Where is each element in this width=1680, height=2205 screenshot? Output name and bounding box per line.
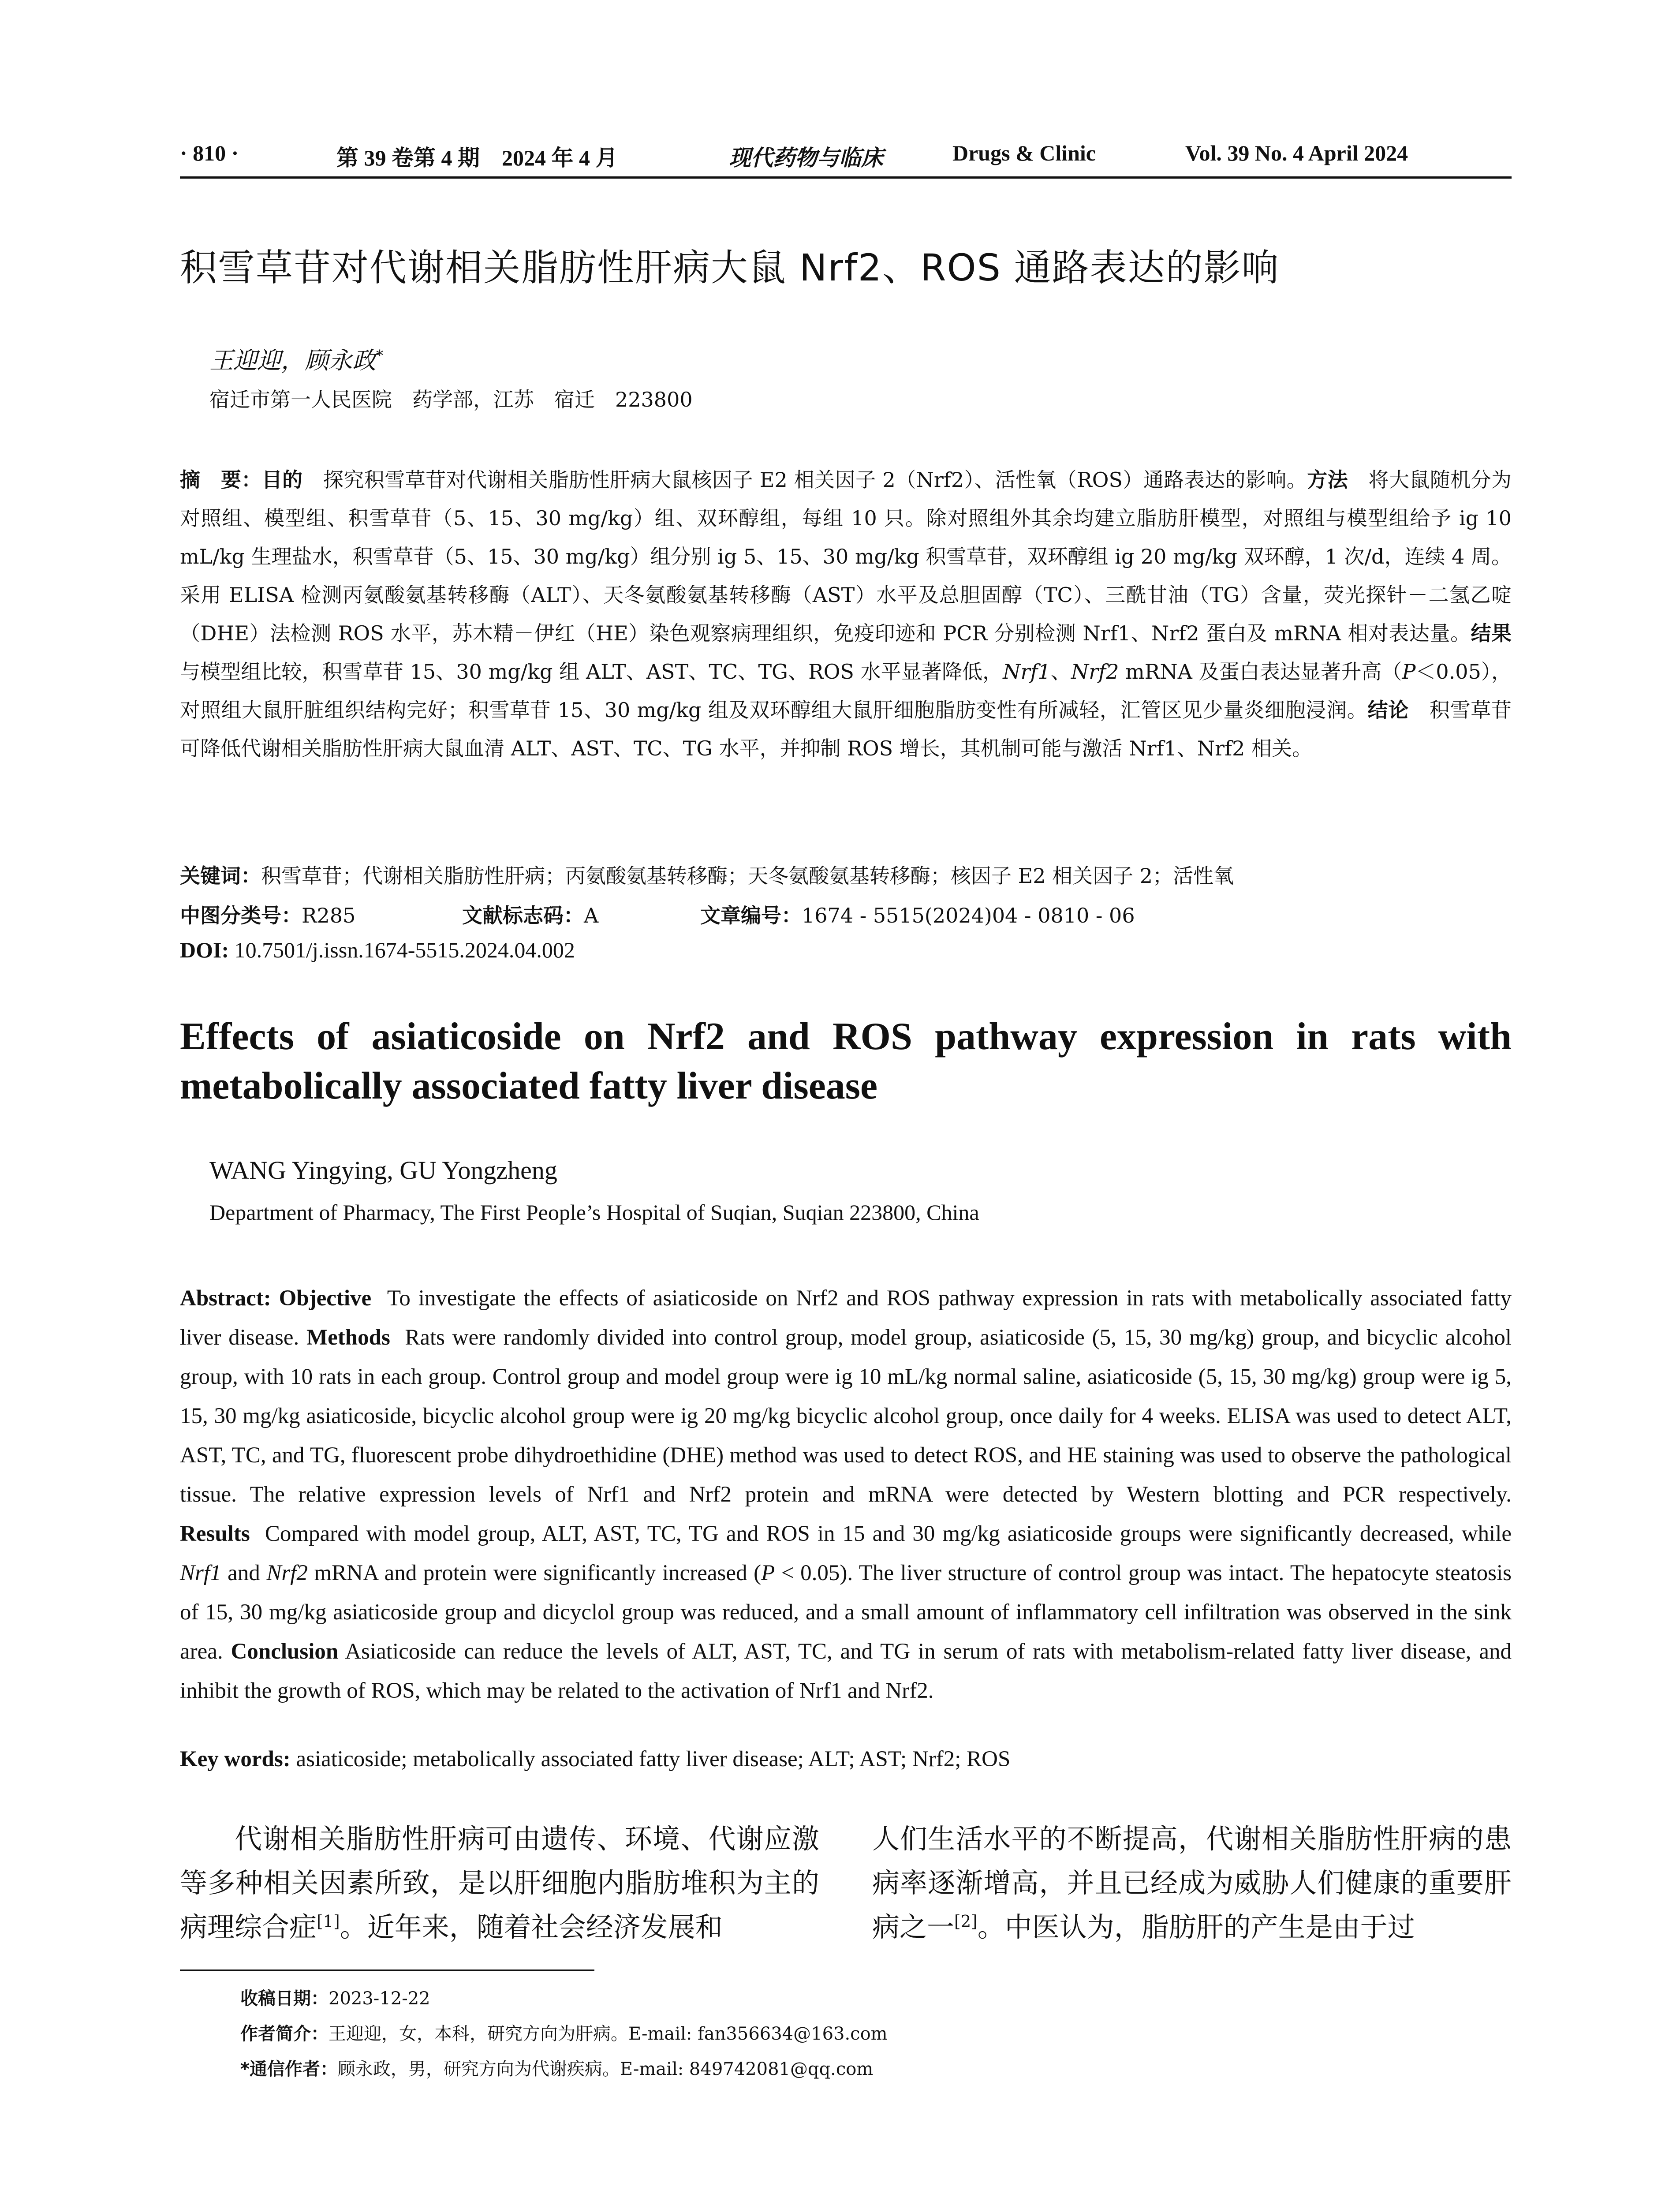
objective-label: 目的 bbox=[261, 468, 303, 492]
author-bio-label: 作者简介： bbox=[240, 2024, 329, 2044]
abstract-en-label: Abstract: bbox=[180, 1286, 271, 1311]
doc-code-value: A bbox=[584, 904, 599, 927]
footnote-corresponding bbox=[240, 2055, 873, 2080]
header-rule bbox=[180, 176, 1512, 179]
body-left-text: 代谢相关脂肪性肝病可由遗传、环境、代谢应激等多种相关因素所致，是以肝细胞内脂肪堆积为主的病理综合症 bbox=[180, 1823, 819, 1943]
footnote-author bbox=[240, 2020, 888, 2045]
conclusion-text: 积雪草苷可降低代谢相关脂肪性肝病大鼠血清 ALT、AST、TC、TG 水平，并抑制 ROS 增长，其机制可能与激活 Nrf1、Nrf2 相关。 bbox=[180, 698, 1512, 760]
keywords-en-text: asiaticoside; metabolically associated fatty liver disease; ALT; AST; Nrf2; ROS bbox=[296, 1747, 1011, 1771]
authors-cn-text: 王迎迎，顾永政 bbox=[209, 347, 376, 374]
citation-1: [1] bbox=[317, 1911, 340, 1931]
doc-code-label: 文献标志码： bbox=[462, 904, 584, 927]
page-number: · 810 · bbox=[180, 141, 239, 165]
keywords-cn bbox=[180, 860, 1512, 889]
methods-en-text: Rats were randomly divided into control group, model group, asiaticoside (5, 15, 30 mg/kg) group, and bicyclic alcohol group, with 10 rats in each group. Control group and model group were ig 10 mL/kg normal saline, asiaticoside (5, 15, 30 mg/kg) group were ig 5, 15, 30 mg/kg asiaticoside, bicyclic alcohol group were ig 20 mg/kg bicyclic alcohol group, once daily for 4 weeks. ELISA was used to detect ALT, AST, TC, and TG, fluorescent probe dihydroethidine (DHE) method was used to detect ROS, and HE staining was used to observe the pathological tissue. The relative expression levels of Nrf1 and Nrf2 protein and mRNA were detected by Western blotting and PCR respectively. bbox=[180, 1325, 1512, 1507]
doi-line bbox=[180, 937, 1512, 963]
results-en-text: Compared with model group, ALT, AST, TC, TG and ROS in 15 and 30 mg/kg asiaticoside groups were significantly decreased, while bbox=[265, 1521, 1512, 1546]
p-en-symbol: P bbox=[761, 1561, 775, 1585]
clc-label: 中图分类号： bbox=[180, 904, 302, 927]
clc bbox=[180, 900, 462, 929]
affiliation-cn: 宿迁市第一人民医院 药学部，江苏 宿迁 223800 bbox=[209, 388, 693, 411]
citation-2: [2] bbox=[954, 1911, 978, 1931]
corresponding-mark: * bbox=[376, 347, 384, 364]
results-label: 结果 bbox=[1471, 621, 1512, 645]
volume-en: Vol. 39 No. 4 April 2024 bbox=[1185, 141, 1408, 165]
results-text-2: mRNA 及蛋白表达显著升高（ bbox=[1119, 660, 1402, 684]
gene-en-nrf2: Nrf2 bbox=[266, 1561, 308, 1585]
classification-line bbox=[180, 900, 1512, 929]
article-no-label: 文章编号： bbox=[700, 904, 802, 927]
gene-nrf2: Nrf2 bbox=[1071, 660, 1119, 684]
doc-code bbox=[462, 900, 700, 929]
results-text-3: ＜0.05），对照组大鼠肝脏组织结构完好；积雪草苷 15、30 mg/kg 组及双环醇组大鼠肝细胞脂肪变性有所减轻，汇管区见少量炎细胞浸润。 bbox=[180, 660, 1512, 722]
footnote-rule bbox=[180, 1970, 594, 1971]
received-date: 2023-12-22 bbox=[329, 1988, 430, 2009]
gene-en-nrf1: Nrf1 bbox=[180, 1561, 221, 1585]
methods-label: 方法 bbox=[1307, 468, 1348, 492]
results-en-text-2: mRNA and protein were significantly increased ( bbox=[314, 1561, 762, 1585]
corresponding-author: 顾永政，男，研究方向为代谢疾病。E-mail: 849742081@qq.com bbox=[337, 2059, 874, 2079]
doi-value: 10.7501/j.issn.1674-5515.2024.04.002 bbox=[234, 938, 575, 962]
objective-text: 探究积雪草苷对代谢相关脂肪性肝病大鼠核因子 E2 相关因子 2（Nrf2）、活性氧（ROS）通路表达的影响。 bbox=[323, 468, 1307, 492]
conclusion-en-text: Asiaticoside can reduce the levels of ALT, AST, TC, and TG in serum of rats with metabolism-related fatty liver disease, and inhibit the growth of ROS, which may be related to the activation of Nrf1 and Nrf2. bbox=[180, 1639, 1512, 1703]
corresponding-label: *通信作者： bbox=[240, 2059, 338, 2079]
results-sep: 、 bbox=[1050, 660, 1071, 684]
authors-cn bbox=[209, 342, 383, 376]
doi-label: DOI: bbox=[180, 938, 229, 962]
methods-en-label: Methods bbox=[306, 1325, 390, 1350]
body-column-left bbox=[180, 1817, 819, 1949]
article-no-value: 1674 - 5515(2024)04 - 0810 - 06 bbox=[802, 904, 1135, 927]
conclusion-en-label: Conclusion bbox=[231, 1639, 339, 1664]
journal-name-cn: 现代药物与临床 bbox=[729, 145, 883, 171]
received-label: 收稿日期： bbox=[240, 1988, 329, 2009]
body-column-right bbox=[872, 1817, 1512, 1949]
author-bio: 王迎迎，女，本科，研究方向为肝病。E-mail: fan356634@163.com bbox=[329, 2024, 888, 2044]
title-cn: 积雪草苷对代谢相关脂肪性肝病大鼠 Nrf2、ROS 通路表达的影响 bbox=[180, 246, 1280, 289]
clc-value: R285 bbox=[302, 904, 356, 927]
results-en-label: Results bbox=[180, 1521, 250, 1546]
body-right-text: 人们生活水平的不断提高，代谢相关脂肪性肝病的患病率逐渐增高，并且已经成为威胁人们健康的重要肝病之一 bbox=[872, 1823, 1512, 1943]
abstract-label: 摘 要： bbox=[180, 468, 262, 492]
gene-nrf1: Nrf1 bbox=[1003, 660, 1051, 684]
keywords-en-label: Key words: bbox=[180, 1747, 291, 1771]
abstract-en bbox=[180, 1279, 1512, 1711]
volume-cn: 第 39 卷第 4 期 2024 年 4 月 bbox=[336, 146, 618, 170]
journal-name-en: Drugs & Clinic bbox=[952, 141, 1096, 165]
authors-en: WANG Yingying, GU Yongzheng bbox=[209, 1156, 557, 1185]
article-number bbox=[700, 900, 1135, 929]
body-right-text-2: 。中医认为，脂肪肝的产生是由于过 bbox=[977, 1911, 1415, 1943]
title-en: Effects of asiaticoside on Nrf2 and ROS pathway expression in rats with metabolically associated fatty liver disease bbox=[180, 1015, 1512, 1107]
footnote-received bbox=[240, 1984, 430, 2010]
keywords-en bbox=[180, 1746, 1512, 1772]
results-en-text-3: < 0.05). The liver structure of control group was intact. The hepatocyte steatosis of 15, 30 mg/kg asiaticoside group and dicyclol group was reduced, and a small amount of inflammatory cell infiltration was observed in the sink area. bbox=[180, 1561, 1512, 1664]
keywords-label: 关键词： bbox=[180, 864, 261, 888]
body-left-text-2: 。近年来，随着社会经济发展和 bbox=[340, 1911, 723, 1943]
objective-en-text: To investigate the effects of asiaticoside on Nrf2 and ROS pathway expression in rats with metabolically associated fatty liver disease. bbox=[180, 1286, 1512, 1350]
p-value-symbol: P bbox=[1402, 660, 1416, 684]
results-en-and: and bbox=[228, 1561, 260, 1585]
keywords-text: 积雪草苷；代谢相关脂肪性肝病；丙氨酸氨基转移酶；天冬氨酸氨基转移酶；核因子 E2 相关因子 2；活性氧 bbox=[261, 864, 1234, 888]
conclusion-label: 结论 bbox=[1367, 698, 1409, 722]
abstract-cn bbox=[180, 461, 1512, 768]
objective-en-label: Objective bbox=[279, 1286, 372, 1311]
results-text: 与模型组比较，积雪草苷 15、30 mg/kg 组 ALT、AST、TC、TG、ROS 水平显著降低， bbox=[180, 660, 1003, 684]
running-header bbox=[180, 140, 1512, 171]
affiliation-en: Department of Pharmacy, The First People’s Hospital of Suqian, Suqian 223800, China bbox=[209, 1200, 979, 1225]
methods-text: 将大鼠随机分为对照组、模型组、积雪草苷（5、15、30 mg/kg）组、双环醇组，每组 10 只。除对照组外其余均建立脂肪肝模型，对照组与模型组给予 ig 10 mL/kg 生理盐水，积雪草苷（5、15、30 mg/kg）组分别 ig 5、15、30 mg/kg 积雪草苷，双环醇组 ig 20 mg/kg 双环醇，1 次/d，连续 4 周。采用 ELISA 检测丙氨酸氨基转移酶（ALT）、天冬氨酸氨基转移酶（AST）水平及总胆固醇（TC）、三酰甘油（TG）含量，荧光探针－二氢乙啶（DHE）法检测 ROS 水平，苏木精－伊红（HE）染色观察病理组织，免疫印迹和 PCR 分别检测 Nrf1、Nrf2 蛋白及 mRNA 相对表达量。 bbox=[180, 468, 1512, 645]
